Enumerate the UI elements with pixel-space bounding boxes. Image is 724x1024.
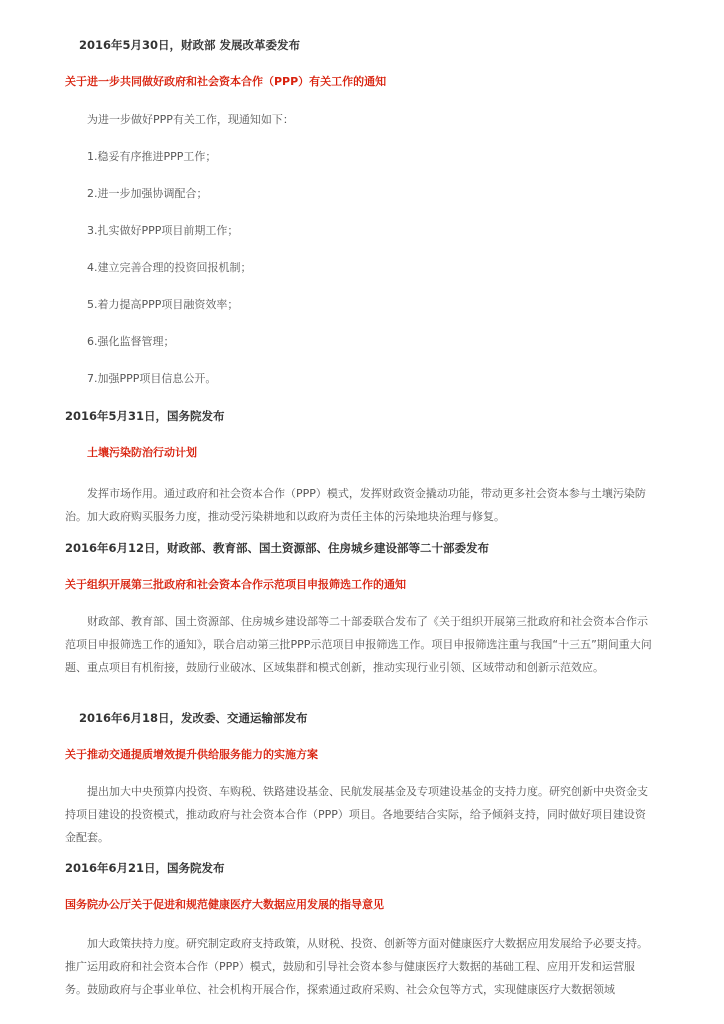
section-title: 关于进一步共同做好政府和社会资本合作（PPP）有关工作的通知 bbox=[65, 75, 387, 88]
list-item: 5.着力提高PPP项目融资效率； bbox=[87, 298, 239, 311]
list-item: 3.扎实做好PPP项目前期工作； bbox=[87, 224, 239, 237]
section-paragraph: 提出加大中央预算内投资、车购税、铁路建设基金、民航发展基金及专项建设基金的支持力度。研究创新中央资金支持项目建设的投资模式，推动政府与社会资本合作（PPP）项目。各地要结合实际，给予倾斜支持，同时做好项目建设资金配套。 bbox=[65, 785, 648, 844]
section-title: 关于组织开展第三批政府和社会资本合作示范项目申报筛选工作的通知 bbox=[65, 578, 406, 591]
section-title: 关于推动交通提质增效提升供给服务能力的实施方案 bbox=[65, 748, 318, 761]
list-item: 4.建立完善合理的投资回报机制； bbox=[87, 261, 252, 274]
section-title: 国务院办公厅关于促进和规范健康医疗大数据应用发展的指导意见 bbox=[65, 898, 384, 911]
list-item: 7.加强PPP项目信息公开。 bbox=[87, 372, 217, 385]
section-paragraph: 发挥市场作用。通过政府和社会资本合作（PPP）模式，发挥财政资金撬动功能，带动更多社会资本参与土壤污染防治。加大政府购买服务力度，推动受污染耕地和以政府为责任主体的污染地块治理与修复。 bbox=[65, 487, 646, 523]
section-date-line: 2016年6月12日，财政部、教育部、国土资源部、住房城乡建设部等二十部委发布 bbox=[65, 541, 490, 555]
section-paragraph: 加大政策扶持力度。研究制定政府支持政策，从财税、投资、创新等方面对健康医疗大数据应用发展给予必要支持。推广运用政府和社会资本合作（PPP）模式，鼓励和引导社会资本参与健康医疗大数据的基础工程、应用开发和运营服务。鼓励政府与企事业单位、社会机构开展合作，探索通过政府采购、社会众包等方式，实现健康医疗大数据领域 bbox=[65, 937, 648, 996]
section-date-line: 2016年5月31日，国务院发布 bbox=[65, 409, 225, 423]
list-item: 6.强化监督管理； bbox=[87, 335, 175, 348]
list-item: 2.进一步加强协调配合； bbox=[87, 187, 208, 200]
section-paragraph: 财政部、教育部、国土资源部、住房城乡建设部等二十部委联合发布了《关于组织开展第三批政府和社会资本合作示范项目申报筛选工作的通知》，联合启动第三批PPP示范项目申报筛选工作。项目申报筛选注重与我国“十三五”期间重大问题、重点项目有机衔接，鼓励行业破冰、区域集群和模式创新，推动实现行业引领、区域带动和创新示范效应。 bbox=[65, 615, 652, 674]
section-date-line: 2016年5月30日，财政部 发展改革委发布 bbox=[79, 38, 301, 52]
section-title: 土壤污染防治行动计划 bbox=[87, 446, 197, 459]
section-date-line: 2016年6月21日，国务院发布 bbox=[65, 861, 225, 875]
section-intro: 为进一步做好PPP有关工作，现通知如下： bbox=[87, 113, 294, 126]
section-date-line: 2016年6月18日，发改委、交通运输部发布 bbox=[79, 711, 308, 725]
list-item: 1.稳妥有序推进PPP工作； bbox=[87, 150, 217, 163]
